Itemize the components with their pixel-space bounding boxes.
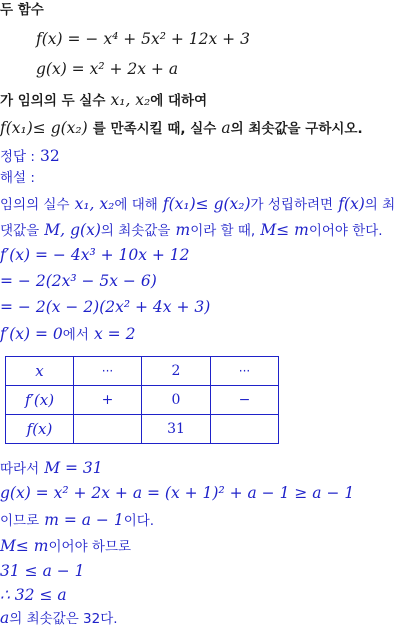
table-cell — [211, 415, 279, 444]
table-cell: − — [211, 386, 279, 415]
sol1-c: 가 성립하려면 — [250, 197, 334, 213]
final-text: 의 최솟값은 32다. — [9, 611, 118, 627]
table-row — [6, 357, 279, 386]
inequality-31: 31 ≤ a − 1 — [0, 562, 85, 580]
sol2-b: 의 최솟값을 — [100, 223, 171, 239]
thus-text: 따라서 — [0, 461, 40, 477]
so-m-line — [0, 512, 154, 529]
solution-label: 해설 : — [0, 170, 35, 186]
need-line — [0, 538, 131, 555]
sol2-a: 댓값을 — [0, 223, 40, 239]
derivative-line-1: f′(x) = − 4x³ + 10x + 12 — [0, 246, 190, 264]
derivative-line-2: = − 2(2x³ − 5x − 6) — [0, 272, 157, 290]
function-g-definition: g(x) = x² + 2x + a — [36, 60, 179, 78]
table-cell: 2 — [142, 357, 211, 386]
deriv-zero-x: x = 2 — [93, 325, 136, 343]
so-m-eq: m = a − 1 — [44, 511, 124, 529]
g-completed-square: g(x) = x² + 2x + a = (x + 1)² + a − 1 ≥ a − 1 — [0, 484, 355, 502]
table-row — [6, 415, 279, 444]
variation-table — [5, 356, 279, 444]
problem-heading: 두 함수 — [0, 2, 44, 18]
final-var: a — [0, 609, 10, 627]
question-inequality: f(x₁)≤ g(x₂) — [0, 119, 88, 137]
question-text-2: 의 최솟값을 구하시오. — [230, 121, 363, 137]
derivative-zero-line — [0, 326, 135, 343]
table-cell — [74, 415, 142, 444]
sol1-b: 에 대해 — [114, 197, 158, 213]
condition-prefix: 가 임의의 두 실수 — [0, 93, 106, 109]
sol1-ineq: f(x₁)≤ g(x₂) — [162, 195, 251, 213]
sol1-d: 의 최 — [364, 197, 396, 213]
table-cell: f′(x) — [6, 386, 74, 415]
solution-line-2 — [0, 222, 383, 239]
answer-line — [0, 148, 60, 165]
so-m-text-1: 이므로 — [0, 513, 40, 529]
solution-line-1 — [0, 196, 395, 213]
table-cell: + — [74, 386, 142, 415]
question-var-a: a — [221, 119, 231, 137]
deriv-zero-eq: f′(x) = 0 — [0, 325, 63, 343]
condition-suffix: 에 대하여 — [150, 93, 208, 109]
therefore-line: ∴ 32 ≤ a — [0, 586, 67, 604]
so-m-text-2: 이다. — [123, 513, 155, 529]
thus-line — [0, 460, 103, 477]
question-line — [0, 120, 363, 137]
table-cell: 31 — [142, 415, 211, 444]
sol2-c: 이라 할 때, — [190, 223, 256, 239]
table-cell: x — [6, 357, 74, 386]
question-text-1: 를 만족시킬 때, 실수 — [92, 121, 217, 137]
sol1-a: 임의의 실수 — [0, 197, 70, 213]
table-cell: f(x) — [6, 415, 74, 444]
sol2-g: g(x) — [70, 221, 101, 239]
table-cell: 0 — [142, 386, 211, 415]
final-line — [0, 610, 118, 627]
sol1-f: f(x) — [338, 195, 365, 213]
derivative-line-3: = − 2(x − 2)(2x² + 4x + 3) — [0, 298, 211, 316]
answer-value: 32 — [40, 147, 60, 165]
condition-vars: x₁, x₂ — [110, 91, 151, 109]
table-cell: ··· — [74, 357, 142, 386]
function-f-definition: f(x) = − x⁴ + 5x² + 12x + 3 — [36, 30, 250, 48]
sol2-d: 이어야 한다. — [308, 223, 383, 239]
table-row — [6, 386, 279, 415]
need-text: 이어야 하므로 — [48, 539, 132, 555]
answer-label: 정답 : — [0, 149, 35, 165]
sol2-ineq: M≤ m — [260, 221, 309, 239]
sol2-M: M, — [44, 221, 66, 239]
need-ineq: M≤ m — [0, 537, 49, 555]
deriv-zero-text: 에서 — [62, 327, 89, 343]
table-cell: ··· — [211, 357, 279, 386]
thus-M: M = 31 — [44, 459, 103, 477]
sol2-m: m — [175, 221, 191, 239]
condition-line — [0, 92, 207, 109]
sol1-vars: x₁, x₂ — [74, 195, 115, 213]
